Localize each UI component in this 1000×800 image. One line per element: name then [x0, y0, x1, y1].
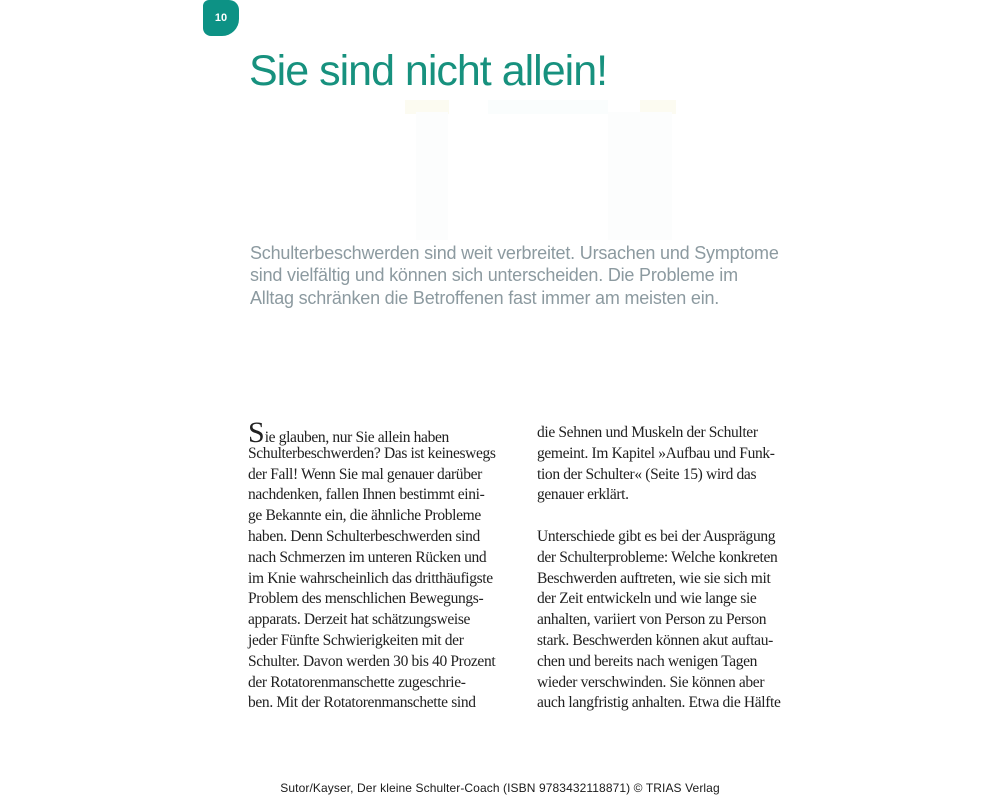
body-line: nach Schmerzen im unteren Rücken und — [248, 548, 487, 566]
body-line-text: ie glauben, nur Sie allein haben — [264, 429, 449, 446]
body-line: Problem des menschlichen Bewegungs- — [248, 590, 484, 608]
body-line: der Rotatorenmanschette zugeschrie- — [248, 673, 466, 691]
body-line: die Sehnen und Muskeln der Schulter — [537, 424, 758, 441]
body-line: Unterschiede gibt es bei der Ausprägung — [537, 527, 776, 545]
page-number: 10 — [214, 12, 228, 24]
page-showthrough-band — [416, 112, 448, 240]
body-line: im Knie wahrscheinlich das dritthäufigste — [248, 569, 493, 587]
body-left-column — [248, 416, 510, 714]
body-line: stark. Beschwerden können akut auftau- — [537, 631, 773, 649]
chapter-title: Sie sind nicht allein! — [249, 47, 608, 95]
body-line: ge Bekannte ein, die ähnliche Probleme — [248, 507, 481, 525]
body-line: jeder Fünfte Schwierigkeiten mit der — [248, 631, 464, 649]
body-line: der Fall! Wenn Sie mal genauer darüber — [248, 465, 482, 483]
body-line: gemeint. Im Kapitel »Aufbau und Funk- — [537, 444, 775, 462]
body-line: tion der Schulter« (Seite 15) wird das — [537, 465, 757, 483]
intro-line: Schulterbeschwerden sind weit verbreitet. Ursachen und Symptome — [250, 243, 779, 263]
body-line: wieder verschwinden. Sie können aber — [537, 673, 765, 691]
body-line: chen und bereits nach wenigen Tagen — [537, 652, 758, 670]
page-showthrough-band — [405, 100, 449, 114]
drop-cap: S — [248, 416, 265, 449]
page-showthrough-band — [640, 100, 676, 114]
body-line — [248, 416, 510, 449]
body-line: Schulterbeschwerden? Das ist keineswegs — [248, 444, 496, 462]
body-line: Beschwerden auftreten, wie sie sich mit — [537, 569, 771, 587]
body-line: anhalten, variiert von Person zu Person — [537, 611, 767, 629]
body-line: der Schulterprobleme: Welche konkreten — [537, 548, 778, 566]
body-line: apparats. Derzeit hat schätzungsweise — [248, 611, 471, 629]
body-line: Schulter. Davon werden 30 bis 40 Prozent — [248, 652, 496, 670]
page-number-badge — [203, 0, 239, 36]
body-line: auch langfristig anhalten. Etwa die Hälfte — [537, 694, 781, 712]
body-right-column — [537, 423, 799, 714]
body-line: genauer erklärt. — [537, 486, 629, 504]
page-showthrough-band — [488, 100, 608, 114]
paragraph-gap — [537, 506, 799, 527]
page-showthrough-band — [608, 112, 672, 240]
intro-paragraph — [250, 242, 779, 309]
intro-line: sind vielfältig und können sich unterscheiden. Die Probleme im — [250, 265, 738, 286]
body-line: der Zeit entwickeln und wie lange sie — [537, 590, 757, 608]
body-line: nachdenken, fallen Ihnen bestimmt eini- — [248, 486, 485, 504]
footer-credit: Sutor/Kayser, Der kleine Schulter-Coach (ISBN 9783432118871) © TRIAS Verlag — [280, 781, 720, 795]
body-line: haben. Denn Schulterbeschwerden sind — [248, 527, 480, 545]
body-line: ben. Mit der Rotatorenmanschette sind — [248, 694, 476, 712]
intro-line: Alltag schränken die Betroffenen fast immer am meisten ein. — [250, 287, 720, 308]
